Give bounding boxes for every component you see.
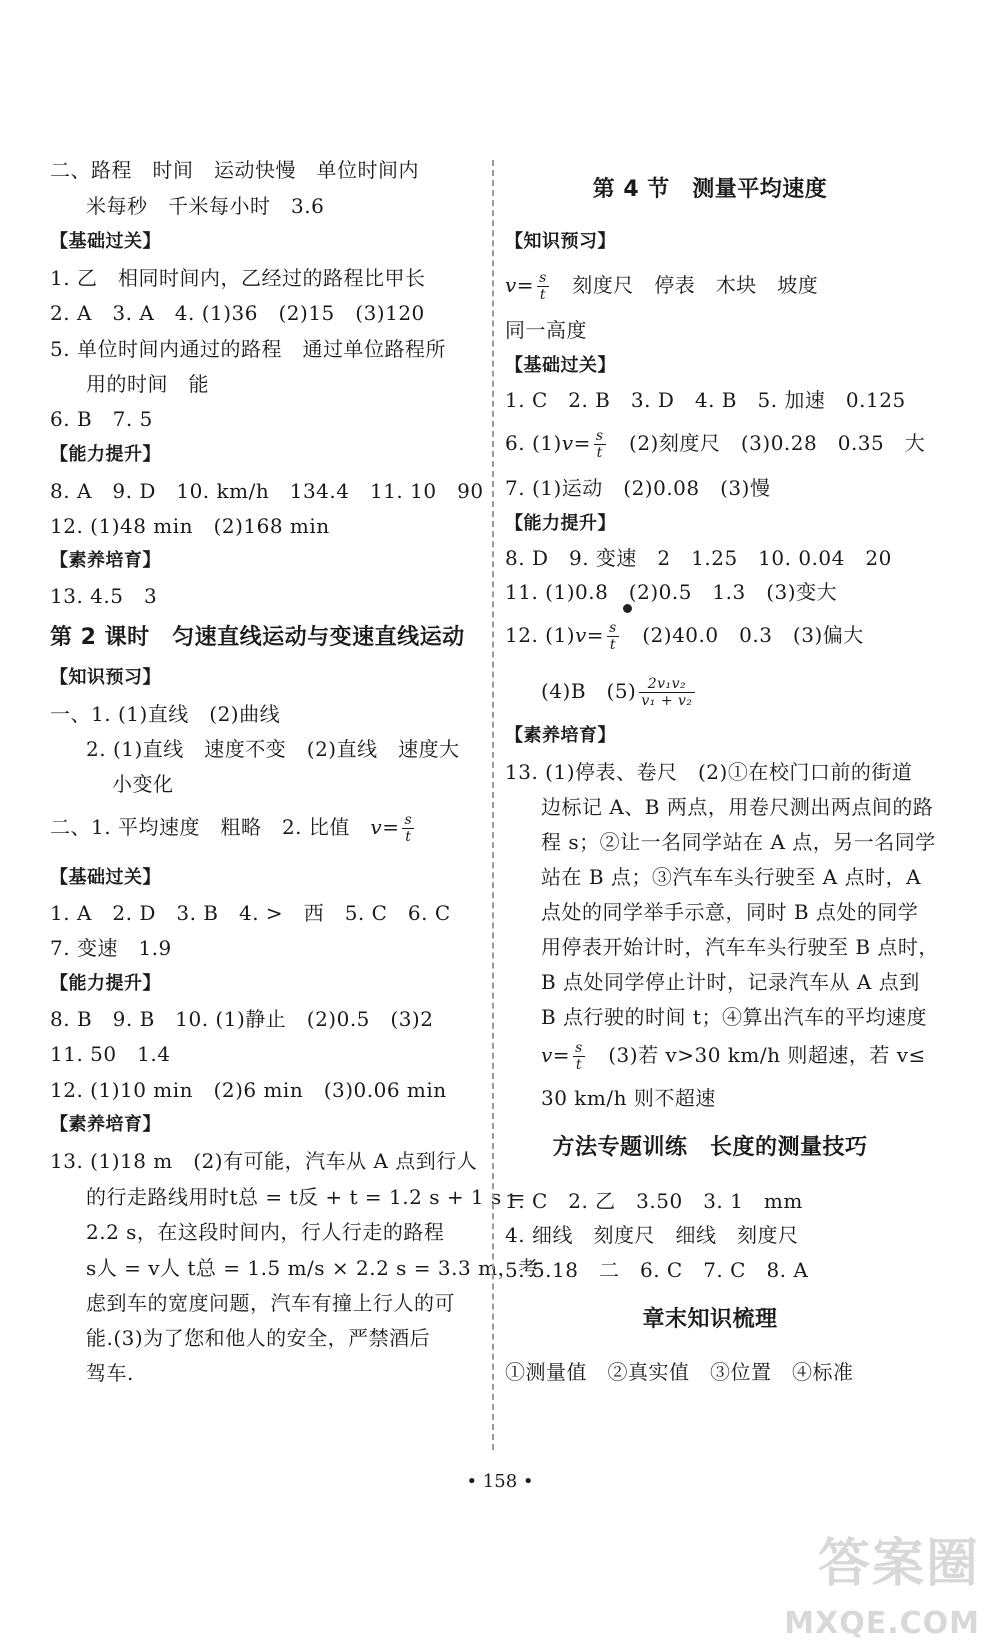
answer-line: 8. D 9. 变速 2 1.25 10. 0.04 20 <box>505 546 892 570</box>
answer-text: (2)刻度尺 (3)0.28 0.35 大 <box>608 431 926 455</box>
fraction-denominator: t <box>539 287 546 303</box>
section-4-title: 第 4 节 测量平均速度 <box>592 177 828 202</box>
answer-line: 点处的同学举手示意，同时 B 点处的同学 <box>541 900 919 924</box>
section-heading-literacy: 【素养培育】 <box>50 550 161 571</box>
answer-text: 6. (1) <box>505 431 562 455</box>
answer-line: 虑到车的宽度问题，汽车有撞上行人的可 <box>86 1291 455 1315</box>
fraction-numerator: s <box>404 812 413 828</box>
answer-text: 刻度尺 停表 木块 坡度 <box>551 273 819 297</box>
watermark <box>784 1521 980 1641</box>
answer-line: 1. C 2. 乙 3.50 3. 1 mm <box>505 1189 803 1213</box>
answer-line: 驾车. <box>86 1361 134 1385</box>
fraction-s-over-t <box>573 1040 585 1073</box>
fraction-denominator: t <box>405 829 412 845</box>
answer-line: 用的时间 能 <box>86 372 209 396</box>
answer-text: 二、1. 平均速度 粗略 2. 比值 <box>50 815 371 839</box>
answer-line: 1. A 2. D 3. B 4. > 西 5. C 6. C <box>50 901 451 925</box>
answer-line: 8. B 9. B 10. (1)静止 (2)0.5 (3)2 <box>50 1007 434 1031</box>
chapter-summary-title: 章末知识梳理 <box>642 1307 778 1332</box>
answer-line-formula <box>505 428 926 461</box>
answer-line: 用停表开始计时，汽车车头行驶至 B 点时， <box>541 935 939 959</box>
answer-line-formula <box>505 270 915 303</box>
fraction-numerator: s <box>575 1040 583 1056</box>
fraction-s-over-t <box>607 620 619 653</box>
answer-line: 站在 B 点；③汽车车头行驶至 A 点时，A <box>541 865 922 889</box>
right-column <box>505 0 939 1651</box>
section-heading-preview: 【知识预习】 <box>505 231 616 252</box>
fraction-denominator: t <box>575 1057 582 1073</box>
column-divider <box>492 160 494 1450</box>
answer-text: (3)若 v>30 km/h 则超速，若 v≤ <box>587 1043 926 1067</box>
answer-line: 小变化 <box>112 772 174 796</box>
fraction-s-over-t <box>594 428 606 461</box>
answer-line: 能.(3)为了您和他人的安全，严禁酒后 <box>86 1326 431 1350</box>
answer-line: 7. 变速 1.9 <box>50 936 172 960</box>
fraction-numerator: 2v₁v₂ <box>639 676 694 693</box>
fraction-denominator: t <box>609 637 616 653</box>
answer-line: ①测量值 ②真实值 ③位置 ④标准 <box>505 1360 854 1384</box>
answer-line: 8. A 9. D 10. km/h 134.4 11. 10 90 <box>50 479 484 503</box>
answer-line-formula <box>541 1040 926 1073</box>
answer-line: 2. A 3. A 4. (1)36 (2)15 (3)120 <box>50 301 425 325</box>
section-heading-preview: 【知识预习】 <box>50 667 161 688</box>
answer-line: 1. C 2. B 3. D 4. B 5. 加速 0.125 <box>505 388 906 412</box>
formula-lhs: v= <box>370 815 400 839</box>
answer-line: 11. 50 1.4 <box>50 1042 171 1066</box>
answer-line: 的行走路线用时t总 = t反 + t = 1.2 s + 1 s = <box>86 1185 526 1209</box>
formula-lhs: v= <box>575 623 605 647</box>
section-heading-ability: 【能力提升】 <box>50 973 161 994</box>
section-heading-basic: 【基础过关】 <box>50 867 161 888</box>
fraction-numerator: s <box>609 620 617 636</box>
answer-line: 二、路程 时间 运动快慢 单位时间内 <box>50 158 419 182</box>
answer-line: B 点行驶的时间 t；④算出汽车的平均速度 <box>541 1005 927 1029</box>
section-heading-ability: 【能力提升】 <box>50 444 161 465</box>
answer-line: 13. (1)停表、卷尺 (2)①在校门口前的街道 <box>505 760 913 784</box>
answer-line: 米每秒 千米每小时 3.6 <box>86 194 325 218</box>
watermark-logo-text: 答案圈 <box>817 1534 980 1594</box>
answer-line: 边标记 A、B 两点，用卷尺测出两点间的路 <box>541 795 934 819</box>
answer-line-formula <box>505 620 915 653</box>
formula-lhs: v= <box>541 1043 571 1067</box>
answer-line: 2. (1)直线 速度不变 (2)直线 速度大 <box>86 737 460 761</box>
section-heading-literacy: 【素养培育】 <box>50 1114 161 1135</box>
section-heading-basic: 【基础过关】 <box>505 355 616 376</box>
answer-line: 1. 乙 相同时间内，乙经过的路程比甲长 <box>50 266 426 290</box>
fraction-denominator: v₁ + v₂ <box>641 693 693 709</box>
answer-line: s人 = v人 t总 = 1.5 m/s × 2.2 s = 3.3 m，考 <box>86 1256 539 1280</box>
answer-line: 同一高度 <box>505 318 587 342</box>
fraction-average-speed <box>639 676 694 709</box>
answer-line: 4. 细线 刻度尺 细线 刻度尺 <box>505 1223 799 1247</box>
ink-dot <box>623 604 632 613</box>
answer-line-formula <box>50 812 485 845</box>
answer-line: 30 km/h 则不超速 <box>541 1086 716 1110</box>
watermark-url: MXQE.COM <box>784 1606 980 1641</box>
answer-line-formula <box>541 676 915 709</box>
fraction-numerator: s <box>595 428 604 444</box>
page-number: • 158 • <box>466 1471 534 1492</box>
method-training-title: 方法专题训练 长度的测量技巧 <box>552 1135 868 1160</box>
answer-line: 13. (1)18 m (2)有可能，汽车从 A 点到行人 <box>50 1149 478 1173</box>
answer-line: 11. (1)0.8 (2)0.5 1.3 (3)变大 <box>505 580 838 604</box>
answer-line: 一、1. (1)直线 (2)曲线 <box>50 702 281 726</box>
answer-line: 7. (1)运动 (2)0.08 (3)慢 <box>505 476 771 500</box>
answer-text: (2)40.0 0.3 (3)偏大 <box>621 623 864 647</box>
lesson-2-title: 第 2 课时 匀速直线运动与变速直线运动 <box>50 625 465 650</box>
answer-line: 6. B 7. 5 <box>50 407 153 431</box>
answer-line: 程 s；②让一名同学站在 A 点，另一名同学 <box>541 830 936 854</box>
fraction-s-over-t <box>402 812 414 845</box>
answer-line: 2.2 s，在这段时间内，行人行走的路程 <box>86 1220 445 1244</box>
answer-text: 12. (1) <box>505 623 575 647</box>
formula-lhs: v= <box>561 431 591 455</box>
section-heading-basic: 【基础过关】 <box>50 231 161 252</box>
fraction-numerator: s <box>539 270 547 286</box>
formula-lhs: v= <box>505 273 535 297</box>
answer-line: 5. 5.18 二 6. C 7. C 8. A <box>505 1258 809 1282</box>
section-heading-ability: 【能力提升】 <box>505 513 616 534</box>
answer-line: 13. 4.5 3 <box>50 584 158 608</box>
answer-line: 12. (1)10 min (2)6 min (3)0.06 min <box>50 1078 447 1102</box>
fraction-denominator: t <box>596 445 603 461</box>
fraction-s-over-t <box>537 270 549 303</box>
section-heading-literacy: 【素养培育】 <box>505 725 616 746</box>
answer-text: (4)B (5) <box>541 679 637 703</box>
answer-line: B 点处同学停止计时，记录汽车从 A 点到 <box>541 970 920 994</box>
answer-line: 5. 单位时间内通过的路程 通过单位路程所 <box>50 337 446 361</box>
answer-line: 12. (1)48 min (2)168 min <box>50 514 330 538</box>
